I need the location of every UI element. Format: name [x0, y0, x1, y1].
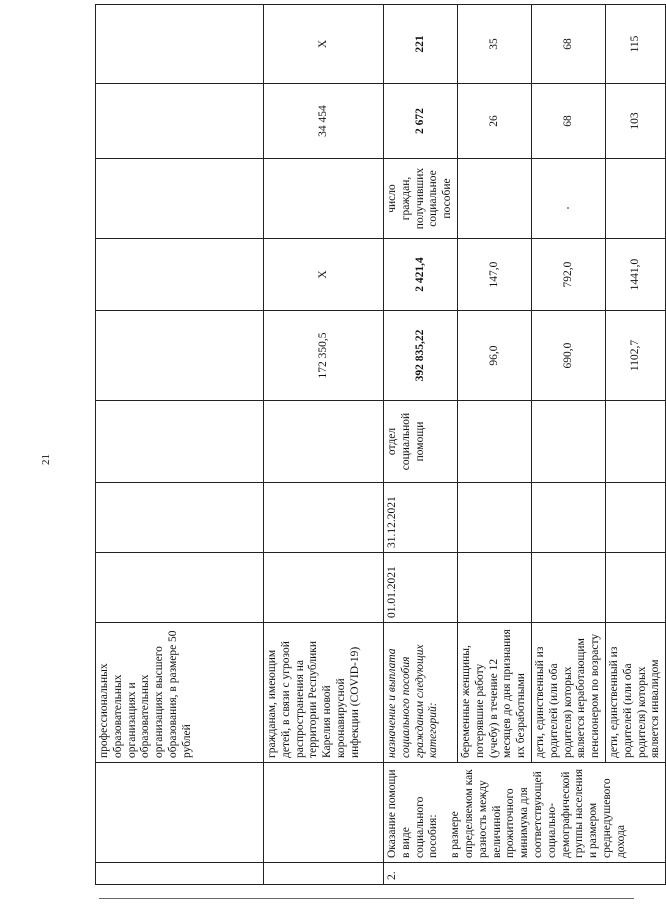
- section-number: 2.: [386, 871, 398, 880]
- total-start-date: 01.01.2021: [386, 566, 398, 618]
- covid-cost-value: 172 350,5: [316, 332, 329, 379]
- page-number: 21: [40, 454, 52, 465]
- cell-total-indicator: [384, 159, 458, 239]
- total-count-value: 2 672: [413, 108, 426, 134]
- cell-empty: [457, 553, 531, 623]
- cell-item-cost: [457, 311, 531, 401]
- cell-empty: [264, 553, 384, 623]
- total-cost-value: 392 835,22: [413, 329, 426, 382]
- total-count2-value: 221: [413, 35, 426, 53]
- prev-item-text: профессиональных образовательных организациях и образовательных организациях высшего образования, в размере 50 рублей: [98, 630, 193, 758]
- cell-covid-x: [264, 239, 384, 311]
- table-row-previous: [96, 5, 264, 885]
- cell-empty: [264, 483, 384, 553]
- cell-total-count: [384, 84, 458, 159]
- cell-covid-cost: [264, 311, 384, 401]
- covid-x-mark: X: [316, 270, 329, 279]
- total-cost2-value: 2 421,4: [413, 257, 426, 292]
- cell-item-cost2: [457, 239, 531, 311]
- cell-total-count2: [384, 5, 458, 84]
- cell-empty: [96, 5, 264, 84]
- item-cost2-value: 147,0: [487, 261, 500, 288]
- cell-empty: [96, 84, 264, 159]
- total-indicator: число граждан, получивших социальное пособие: [386, 167, 454, 230]
- cell-prev-item: [96, 623, 264, 763]
- cell-empty: [96, 483, 264, 553]
- item-cost-value: 1102,7: [628, 339, 641, 372]
- edge-line: [99, 898, 634, 899]
- table-row-section-total: [384, 5, 458, 885]
- cell-empty: [605, 401, 665, 483]
- cell-empty: [531, 553, 605, 623]
- item-cost-value: 690,0: [561, 342, 574, 369]
- covid-x2-mark: X: [316, 39, 329, 49]
- cell-empty: [264, 159, 384, 239]
- cell-item-count2: [605, 5, 665, 84]
- cell-total-cost2: [384, 239, 458, 311]
- section-subtitle: в размере определяемом как разность между величиной прожиточного минимума для соответствующей социально-демографической группы населения и размером среднедушевого дохода: [449, 768, 627, 858]
- total-label: назначение и выплата социального пособия гражданам следующих категорий:: [386, 644, 440, 758]
- cell-item-count2: [531, 5, 605, 84]
- cell-empty: [96, 159, 264, 239]
- cell-item-label: [457, 623, 531, 763]
- item-count2-value: 35: [487, 38, 500, 50]
- cell-empty: [264, 863, 384, 885]
- cell-empty: [531, 401, 605, 483]
- cell-covid-count: [264, 84, 384, 159]
- cell-num-empty: [96, 863, 264, 885]
- item-count-value: 26: [487, 115, 500, 127]
- covid-item-text: гражданам, имеющим детей, в связи с угрозой распространения на территории Республики Карелия новой коронавирусной инфекции (COVID-19): [266, 640, 361, 758]
- item-count2-value: 115: [628, 35, 641, 53]
- cell-section-number: [384, 863, 666, 885]
- cell-empty: [457, 401, 531, 483]
- cell-total-label: [384, 623, 458, 763]
- cell-section-empty: [96, 763, 264, 863]
- item-label: дети, единственный из родителей (или оба родителя) которых является неработающим пенсионером по возрасту: [533, 633, 602, 758]
- item-label: беременные женщины, потерявшие работу (учебу) в течение 12 месяцев до дня признания их безработными: [459, 629, 528, 758]
- cell-item-cost: [605, 311, 665, 401]
- cell-item-count: [531, 84, 605, 159]
- cell-empty: [264, 763, 384, 863]
- total-end-date: 31.12.2021: [386, 496, 398, 548]
- cell-empty: [96, 401, 264, 483]
- cell-total-start: [384, 553, 458, 623]
- cell-empty: [605, 483, 665, 553]
- cell-item-cost2: [531, 239, 605, 311]
- cell-empty: [605, 159, 665, 239]
- table-row-item: [605, 5, 665, 885]
- cell-covid-x2: [264, 5, 384, 84]
- cell-total-executor: [384, 401, 458, 483]
- cell-empty: [531, 483, 605, 553]
- cell-item-label: [531, 623, 605, 763]
- covid-count-value: 34 454: [316, 105, 329, 137]
- cell-empty: [531, 159, 605, 239]
- section-title: Оказание помощи в виде социального пособия:: [386, 769, 440, 858]
- cell-covid-item: [264, 623, 384, 763]
- cell-empty: [457, 483, 531, 553]
- cell-empty: [96, 311, 264, 401]
- cell-empty: [457, 159, 531, 239]
- item-cost2-value: 1441,0: [628, 258, 641, 291]
- cell-item-count2: [457, 5, 531, 84]
- cell-empty: [96, 239, 264, 311]
- cell-empty: [96, 553, 264, 623]
- cell-item-cost: [531, 311, 605, 401]
- cell-item-count: [605, 84, 665, 159]
- cell-item-cost2: [605, 239, 665, 311]
- scan-speck: [567, 207, 569, 209]
- cell-total-end: [384, 483, 458, 553]
- item-count-value: 68: [561, 115, 574, 127]
- table-row-item: [531, 5, 605, 885]
- cell-section-title: [384, 763, 666, 863]
- cell-empty: [264, 401, 384, 483]
- cell-total-cost: [384, 311, 458, 401]
- cell-item-count: [457, 84, 531, 159]
- item-cost2-value: 792,0: [561, 261, 574, 288]
- cell-item-label: [605, 623, 665, 763]
- measures-table: [95, 4, 666, 885]
- item-count-value: 103: [628, 112, 641, 130]
- item-cost-value: 96,0: [487, 345, 500, 366]
- item-count2-value: 68: [561, 38, 574, 50]
- total-executor: отдел социальной помощи: [386, 412, 426, 471]
- cell-empty: [605, 553, 665, 623]
- item-label: дети, единственный из родителей (или оба родителя) которых является инвалидом: [607, 646, 662, 758]
- table-row-item: [457, 5, 531, 885]
- table-row-covid: [264, 5, 384, 885]
